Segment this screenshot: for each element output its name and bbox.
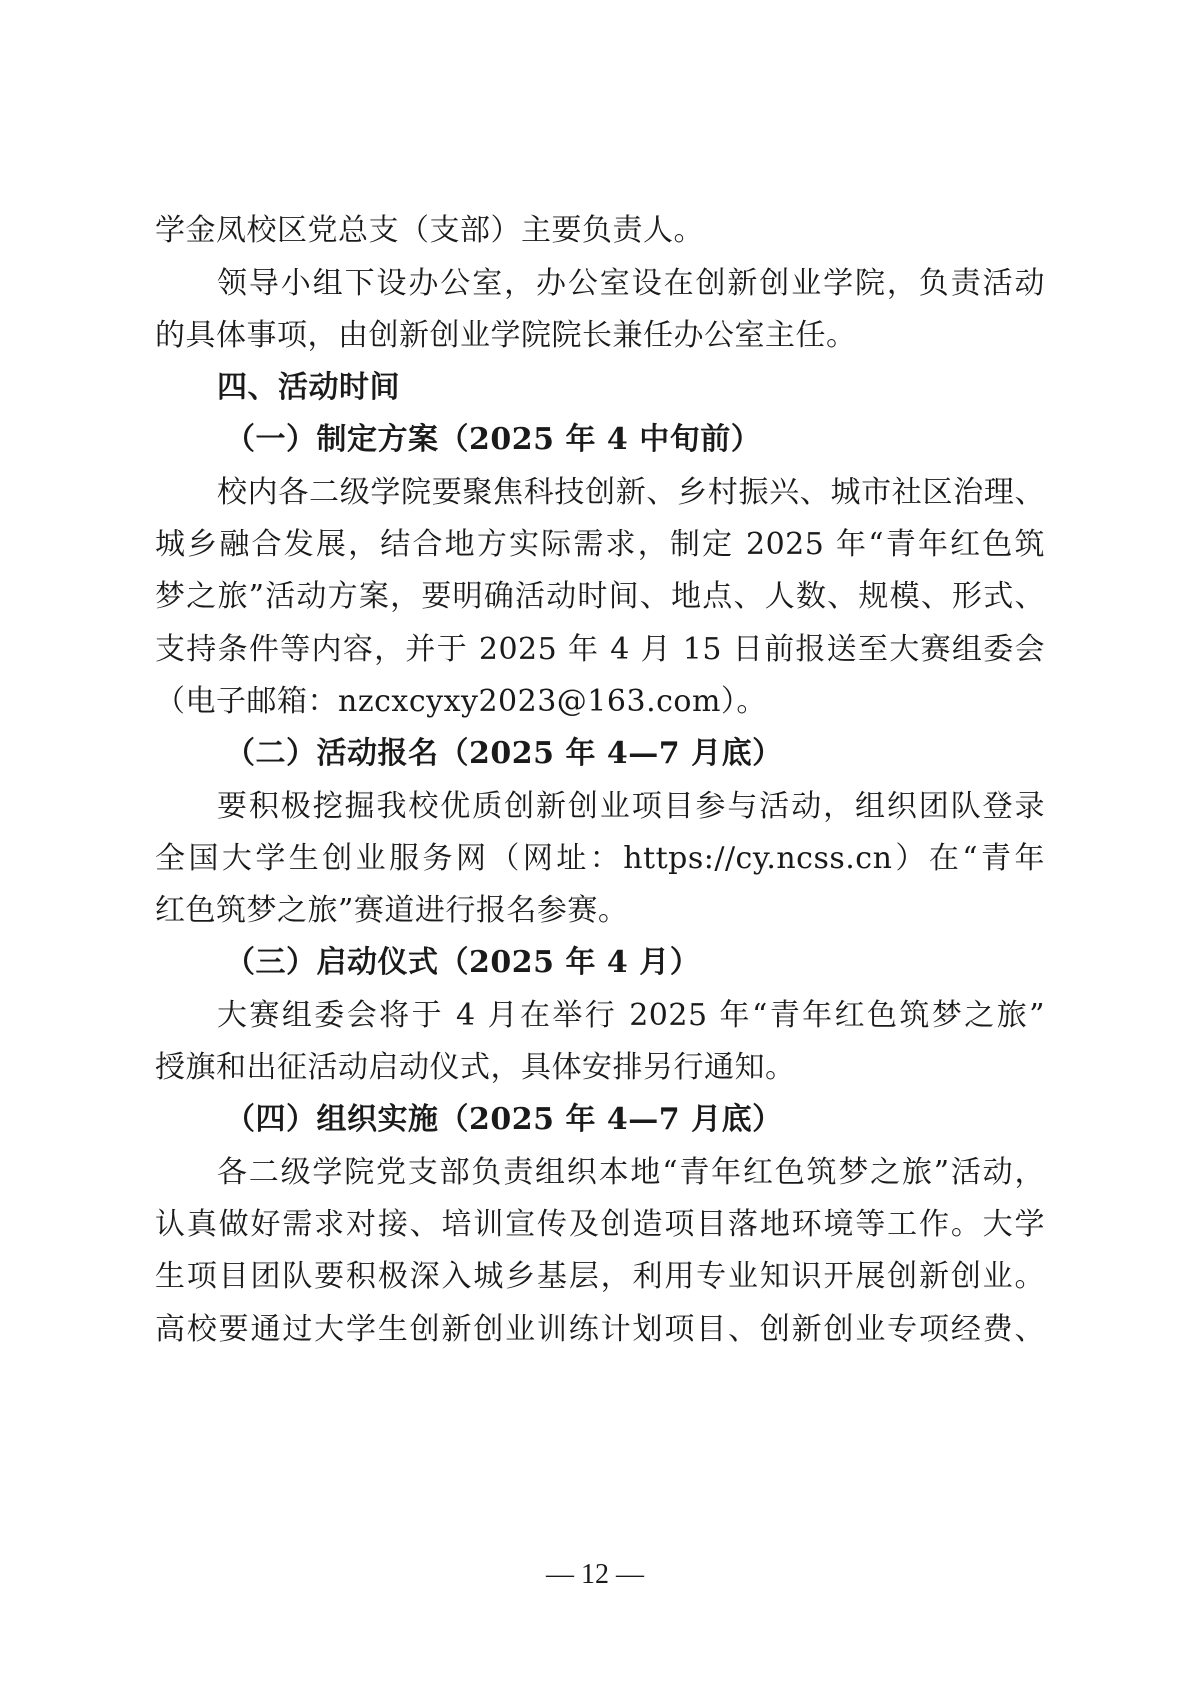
paragraph-line: 各二级学院党支部负责组织本地“青年红色筑梦之旅”活动， — [217, 1155, 1045, 1190]
paragraph-line: 校内各二级学院要聚焦科技创新、乡村振兴、城市社区治理、 — [217, 475, 1045, 510]
paragraph-line: 认真做好需求对接、培训宣传及创造项目落地环境等工作。大学 — [155, 1207, 1045, 1242]
paragraph-line: 支持条件等内容，并于 2025 年 4 月 15 日前报送至大赛组委会 — [155, 632, 1045, 667]
paragraph-line: 领导小组下设办公室，办公室设在创新创业学院，负责活动 — [217, 266, 1045, 301]
paragraph-line: 授旗和出征活动启动仪式，具体安排另行通知。 — [155, 1050, 796, 1085]
paragraph-line: （电子邮箱：nzcxcyxy2023@163.com）。 — [155, 684, 767, 719]
paragraph-line: 高校要通过大学生创新创业训练计划项目、创新创业专项经费、 — [155, 1312, 1045, 1347]
paragraph-line: 红色筑梦之旅”赛道进行报名参赛。 — [155, 893, 629, 928]
subsection-heading: （四）组织实施（2025 年 4—7 月底） — [225, 1102, 783, 1137]
section-heading: 四、活动时间 — [217, 370, 400, 405]
subsection-heading: （二）活动报名（2025 年 4—7 月底） — [225, 736, 783, 771]
subsection-heading: （一）制定方案（2025 年 4 中旬前） — [225, 422, 762, 457]
paragraph-line: 的具体事项，由创新创业学院院长兼任办公室主任。 — [155, 318, 857, 353]
paragraph-line: 生项目团队要积极深入城乡基层，利用专业知识开展创新创业。 — [155, 1259, 1045, 1294]
paragraph-line: 城乡融合发展，结合地方实际需求，制定 2025 年“青年红色筑 — [155, 527, 1045, 562]
page-number: — 12 — — [546, 1559, 644, 1590]
paragraph-line: 梦之旅”活动方案，要明确活动时间、地点、人数、规模、形式、 — [155, 579, 1045, 614]
paragraph-line: 学金凤校区党总支（支部）主要负责人。 — [155, 213, 704, 248]
paragraph-line: 要积极挖掘我校优质创新创业项目参与活动，组织团队登录 — [217, 789, 1045, 824]
subsection-heading: （三）启动仪式（2025 年 4 月） — [225, 945, 701, 980]
paragraph-line: 全国大学生创业服务网（网址：https://cy.ncss.cn）在“青年 — [155, 841, 1045, 876]
paragraph-line: 大赛组委会将于 4 月在举行 2025 年“青年红色筑梦之旅” — [217, 998, 1045, 1033]
